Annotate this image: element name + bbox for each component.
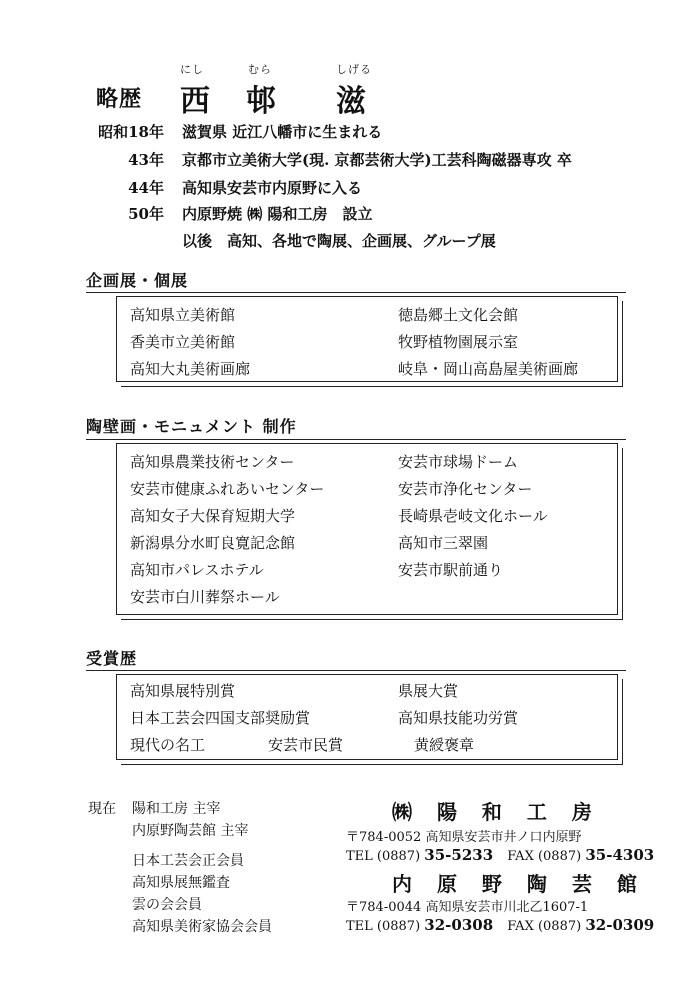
divider — [86, 670, 626, 671]
list-item: 牧野植物園展示室 — [398, 333, 519, 351]
divider — [86, 439, 626, 440]
company-phone — [346, 846, 654, 864]
current-role: 陽和工房 主宰 — [132, 801, 221, 817]
list-item: 日本工芸会四国支部奨励賞 — [130, 709, 311, 727]
membership: 雲の会会員 — [132, 897, 202, 913]
address: 高知県安芸市井ノ口内原野 — [425, 830, 582, 845]
tel-number: 32-0308 — [424, 916, 494, 934]
murals-heading: 陶壁画・モニュメント 制作 — [86, 417, 297, 436]
list-item: 安芸市球場ドーム — [398, 453, 519, 471]
name-char-2: 邨 — [246, 84, 276, 119]
postal-code: 〒784-0044 — [346, 900, 422, 915]
awards-heading: 受賞歴 — [86, 649, 138, 668]
company-phone — [346, 916, 654, 934]
history-text: 京都市立美術大学(現. 京都芸術大学)工芸科陶磁器専攻 卒 — [182, 151, 572, 169]
list-item: 安芸市駅前通り — [398, 561, 504, 579]
name-char-1: 西 — [180, 84, 210, 119]
current-label: 現在 — [88, 801, 116, 817]
list-item: 新潟県分水町良寛記念館 — [130, 534, 296, 552]
tel-label: TEL (0887) — [346, 849, 421, 864]
history-year: 50年 — [128, 205, 164, 223]
company-name: 内 原 野 陶 芸 館 — [392, 872, 646, 896]
fax-label: FAX (0887) — [507, 919, 582, 934]
current-role: 内原野陶芸館 主宰 — [132, 823, 249, 839]
history-text: 高知県安芸市内原野に入る — [182, 179, 363, 197]
list-item: 高知市三翠園 — [398, 534, 489, 552]
divider — [86, 292, 626, 293]
list-item: 高知大丸美術画廊 — [130, 360, 251, 378]
tel-number: 35-5233 — [424, 846, 494, 864]
list-item: 現代の名工 — [130, 736, 206, 754]
name-ruby-3: しげる — [336, 63, 372, 76]
name-char-3: 滋 — [336, 84, 366, 119]
company-address — [346, 896, 588, 915]
list-item: 安芸市健康ふれあいセンター — [130, 480, 325, 498]
list-item: 岐阜・岡山高島屋美術画廊 — [398, 360, 579, 378]
history-text: 以後 高知、各地で陶展、企画展、グループ展 — [182, 232, 496, 250]
exhibitions-heading: 企画展・個展 — [86, 271, 189, 290]
page-title: 略歴 — [96, 86, 143, 112]
history-year: 昭和18年 — [98, 123, 164, 141]
list-item: 徳島郷土文化会館 — [398, 306, 519, 324]
list-item: 高知市パレスホテル — [130, 561, 264, 579]
membership: 日本工芸会正会員 — [132, 853, 244, 869]
list-item: 香美市立美術館 — [130, 333, 236, 351]
postal-code: 〒784-0052 — [346, 830, 422, 845]
company-name: ㈱ 陽 和 工 房 — [392, 800, 601, 824]
company-address — [346, 826, 581, 845]
list-item: 高知県展特別賞 — [130, 682, 236, 700]
membership: 高知県展無鑑査 — [132, 875, 230, 891]
history-year: 43年 — [128, 151, 164, 169]
fax-number: 32-0309 — [585, 916, 655, 934]
name-ruby-1: にし — [180, 63, 204, 76]
list-item: 黄綬褒章 — [414, 736, 475, 754]
address: 高知県安芸市川北乙1607-1 — [425, 900, 589, 915]
list-item: 高知県立美術館 — [130, 306, 236, 324]
list-item: 高知県農業技術センター — [130, 453, 295, 471]
history-text: 内原野焼 ㈱ 陽和工房 設立 — [182, 205, 373, 223]
list-item: 県展大賞 — [398, 682, 459, 700]
tel-label: TEL (0887) — [346, 919, 421, 934]
fax-number: 35-4303 — [585, 846, 655, 864]
fax-label: FAX (0887) — [507, 849, 582, 864]
list-item: 高知女子大保育短期大学 — [130, 507, 296, 525]
list-item: 安芸市浄化センター — [398, 480, 533, 498]
history-year: 44年 — [128, 179, 164, 197]
list-item: 安芸市白川葬祭ホール — [130, 588, 280, 606]
list-item: 安芸市民賞 — [268, 736, 344, 754]
list-item: 長崎県壱岐文化ホール — [398, 507, 548, 525]
membership: 高知県美術家協会会員 — [132, 919, 272, 935]
history-text: 滋賀県 近江八幡市に生まれる — [182, 123, 383, 141]
name-ruby-2: むら — [248, 63, 272, 76]
list-item: 高知県技能功労賞 — [398, 709, 519, 727]
